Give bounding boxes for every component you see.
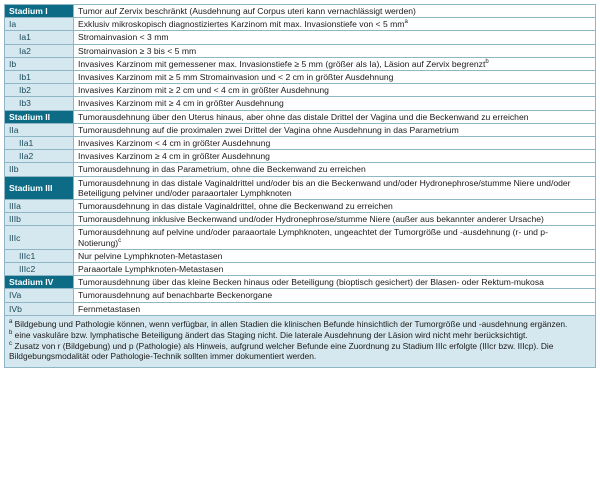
table-row	[5, 176, 596, 199]
stage-label: IVb	[5, 302, 74, 315]
stage-label: IIIb	[5, 213, 74, 226]
stage-description	[74, 5, 596, 18]
table-row	[5, 71, 596, 84]
table-row	[5, 302, 596, 315]
staging-table-container	[4, 4, 596, 368]
stage-label: Stadium II	[5, 110, 74, 123]
stage-description	[74, 289, 596, 302]
description-text: Tumorausdehnung auf benachbarte Beckenorgane	[78, 290, 273, 301]
stage-label: Ia	[5, 18, 74, 31]
footnote-text: eine vaskuläre bzw. lymphatische Beteiligung ändert das Staging nicht. Die laterale Ausdehnung der Läsion wird nicht mehr berücksichtigt.	[14, 330, 528, 341]
footnote-marker: a	[404, 19, 408, 26]
stage-description	[74, 84, 596, 97]
figo-staging-table	[4, 4, 596, 316]
stage-description	[74, 176, 596, 199]
stage-label: Stadium I	[5, 5, 74, 18]
stage-description	[74, 200, 596, 213]
footnote-mark: a	[9, 319, 13, 326]
stage-label: IIb	[5, 163, 74, 176]
footnote-marker: c	[118, 237, 122, 244]
description-text: Invasives Karzinom < 4 cm in größter Ausdehnung	[78, 138, 271, 149]
stage-label: IIIa	[5, 200, 74, 213]
description-text: Invasives Karzinom mit ≥ 2 cm und < 4 cm in größter Ausdehnung	[78, 85, 329, 96]
description-text: Invasives Karzinom ≥ 4 cm in größter Ausdehnung	[78, 151, 270, 162]
stage-description	[74, 110, 596, 123]
stage-description	[74, 44, 596, 57]
stage-description	[74, 213, 596, 226]
stage-label: IIa	[5, 123, 74, 136]
table-row	[5, 200, 596, 213]
stage-description	[74, 18, 596, 31]
description-text: Tumorausdehnung in das Parametrium, ohne die Beckenwand zu erreichen	[78, 164, 366, 175]
stage-label: Ib1	[5, 71, 74, 84]
description-text: Tumorausdehnung auf die proximalen zwei Drittel der Vagina ohne Ausdehnung in das Parametrium	[78, 124, 459, 135]
stage-description	[74, 263, 596, 276]
description-text: Tumorausdehnung inklusive Beckenwand und/oder Hydronephrose/stumme Niere (außer aus bekannter anderer Ursache)	[78, 214, 544, 225]
stage-description	[74, 276, 596, 289]
stage-label: IIa1	[5, 137, 74, 150]
stage-label: Stadium III	[5, 176, 74, 199]
footnotes	[4, 316, 596, 368]
stage-label: IVa	[5, 289, 74, 302]
table-row	[5, 97, 596, 110]
description-text: Tumorausdehnung über den Uterus hinaus, aber ohne das distale Drittel der Vagina und die Beckenwand zu erreichen	[78, 111, 529, 122]
table-row	[5, 226, 596, 249]
table-row	[5, 289, 596, 302]
stage-description	[74, 150, 596, 163]
table-row	[5, 163, 596, 176]
footnote-marker: b	[485, 58, 489, 65]
description-text: Fernmetastasen	[78, 303, 141, 314]
stage-label: Ia1	[5, 31, 74, 44]
stage-description	[74, 97, 596, 110]
table-row	[5, 44, 596, 57]
table-row	[5, 84, 596, 97]
stage-description	[74, 123, 596, 136]
table-row	[5, 110, 596, 123]
stage-description	[74, 71, 596, 84]
description-text: Invasives Karzinom mit ≥ 4 cm in größter Ausdehnung	[78, 98, 284, 109]
stage-description	[74, 163, 596, 176]
description-text: Paraaortale Lymphknoten-Metastasen	[78, 264, 224, 275]
stage-label: IIIc	[5, 226, 74, 249]
table-row	[5, 57, 596, 70]
description-text: Tumorausdehnung auf pelvine und/oder paraaortale Lymphknoten, ungeachtet der Tumorgröße und -ausdehnung (r- und p-Notierung)	[78, 227, 548, 248]
table-row	[5, 18, 596, 31]
stage-description	[74, 137, 596, 150]
description-text: Invasives Karzinom mit gemessener max. Invasionstiefe ≥ 5 mm (größer als Ia), Läsion auf Zervix begrenzt	[78, 58, 486, 69]
table-row	[5, 263, 596, 276]
stage-description	[74, 57, 596, 70]
footnote	[9, 341, 591, 361]
stage-label: IIa2	[5, 150, 74, 163]
footnote-text: Zusatz von r (Bildgebung) und p (Pathologie) als Hinweis, aufgrund welcher Befunde eine Zuordnung zu Stadium IIIc erfolgte (IIIcr bzw. IIIcp). Die Bildgebungsmodalität oder Pathologie-Technik sollten immer dokumentiert werden.	[9, 341, 554, 362]
stage-description	[74, 302, 596, 315]
description-text: Stromainvasion < 3 mm	[78, 32, 169, 43]
description-text: Nur pelvine Lymphknoten-Metastasen	[78, 250, 223, 261]
stage-label: Ib3	[5, 97, 74, 110]
table-row	[5, 213, 596, 226]
description-text: Tumor auf Zervix beschränkt (Ausdehnung auf Corpus uteri kann vernachlässigt werden)	[78, 6, 416, 16]
description-text: Tumorausdehnung in das distale Vaginaldrittel und/oder bis an die Beckenwand und/oder Hydronephrose/stumme Niere und/oder Beteiligung pelviner und/oder paraaortaler Lymphknoten	[78, 177, 571, 198]
stage-description	[74, 249, 596, 262]
footnote	[9, 330, 591, 340]
table-row	[5, 150, 596, 163]
table-row	[5, 31, 596, 44]
stage-label: Ia2	[5, 44, 74, 57]
stage-label: IIIc1	[5, 249, 74, 262]
footnote	[9, 319, 591, 329]
table-row	[5, 276, 596, 289]
table-row	[5, 123, 596, 136]
stage-label: IIIc2	[5, 263, 74, 276]
description-text: Invasives Karzinom mit ≥ 5 mm Stromainvasion und < 2 cm in größter Ausdehnung	[78, 72, 394, 83]
footnote-mark: b	[9, 330, 13, 337]
description-text: Tumorausdehnung in das distale Vaginaldrittel, ohne die Beckenwand zu erreichen	[78, 201, 393, 212]
description-text: Stromainvasion ≥ 3 bis < 5 mm	[78, 45, 197, 56]
stage-description	[74, 31, 596, 44]
stage-label: Ib	[5, 57, 74, 70]
table-row	[5, 137, 596, 150]
footnote-text: Bildgebung und Pathologie können, wenn verfügbar, in allen Stadien die klinischen Befunde hinsichtlich der Tumorgröße und -ausdehnung ergänzen.	[14, 318, 568, 329]
stage-description	[74, 226, 596, 249]
stage-label: Ib2	[5, 84, 74, 97]
description-text: Exklusiv mikroskopisch diagnostiziertes Karzinom mit max. Invasionstiefe von < 5 mm	[78, 19, 405, 30]
table-row	[5, 249, 596, 262]
stage-label: Stadium IV	[5, 276, 74, 289]
description-text: Tumorausdehnung über das kleine Becken hinaus oder Beteiligung (bioptisch gesichert) der Blasen- oder Rektum-mukosa	[78, 277, 544, 288]
footnote-mark: c	[9, 341, 12, 348]
table-row	[5, 5, 596, 18]
